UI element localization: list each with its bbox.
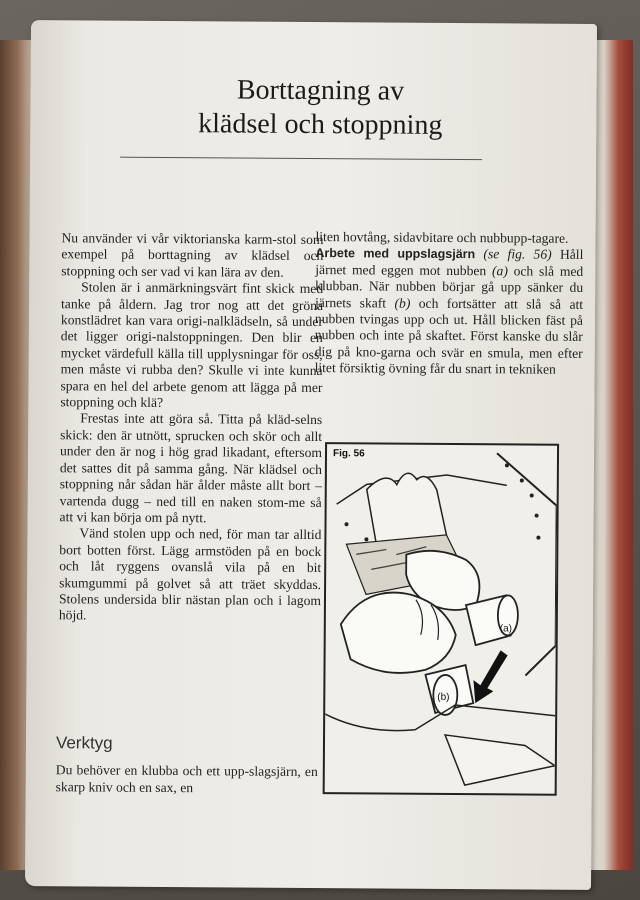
- figure-label: Fig. 56: [332, 448, 365, 460]
- right-paragraph-1: liten hovtång, sidavbitare och nubbupp-tagare.: [315, 229, 569, 246]
- figure-56: [323, 442, 559, 796]
- left-column: [59, 230, 324, 626]
- figure-reference: (se fig. 56): [483, 246, 552, 263]
- text-part-c: och fortsätter att slå så att nubben tvingas upp och ut. Håll blicken fäst på nubben och inte på skaftet. Först kanske du slår dig på kno-garna och svär en smula, men efter litet försiktig övning får du snart in tekniken: [314, 295, 584, 377]
- chair-base: [445, 735, 555, 786]
- callout-b: (b): [437, 691, 450, 703]
- text-part-a: Håll järnet med eggen mot nubben: [315, 247, 584, 279]
- chisel-b: [425, 665, 473, 715]
- text-part-b: och slå med klubban. När nubben börjar gå upp sänker du järnets skaft: [315, 263, 584, 311]
- right-paragraph-2: [315, 245, 584, 378]
- title-rule: [120, 157, 482, 161]
- label-b: (b): [394, 295, 411, 311]
- section-heading-verktyg: Verktyg: [55, 733, 113, 753]
- paragraph-1: Nu använder vi vår viktorianska karm-stol som exempel på borttagning av klädsel och stoppning och ser vad vi kan lära av den.: [61, 230, 324, 280]
- title-line-1: Borttagning av: [236, 74, 405, 107]
- subheading-uppslagsjarn: Arbete med uppslagsjärn: [315, 246, 476, 262]
- paragraph-3: Frestas inte att göra så. Titta på kläd-selns skick: den är utnött, sprucken och skör och allt under den är nog i hög grad likadant, eftersom det sattes dit på samma gång. När klädsel och stoppning når sådan här ålder måste allt bort – vartenda dugg – ned till en naken stom-me så att vi kan börja om på nytt.: [59, 410, 323, 526]
- paragraph-4: Vänd stolen upp och ned, för man tar alltid bort botten först. Lägg armstöden på en bock och låt ryggens ovanslå vila på en bit skumgummi på golvet så att träet skyddas. Stolens undersida blir nästan plan och i lagom höjd.: [58, 525, 322, 623]
- page-title: [170, 73, 470, 143]
- section-text: Du behöver en klubba och ett upp-slagsjärn, en skarp kniv och en sax, en: [55, 762, 318, 796]
- paragraph-2: Stolen är i anmärkningsvärt fint skick med tanke på åldern. Jag tror nog att det gröna konstlädret kan vara origi-nalklädseln, så under det ligger origi-nalstoppningen. Den blir en mycket värdefull källa till upplysningar för oss, men måste vi rubba den? Skulle vi inte kunna spara en hel del arbete genom att lägga på mer stoppning och klä?: [60, 279, 324, 411]
- mallet-a: [466, 595, 518, 645]
- title-line-2: klädsel och stoppning: [198, 108, 443, 141]
- figure-illustration: [325, 444, 557, 794]
- chair-frame-line: [495, 453, 557, 675]
- callout-a: (a): [499, 623, 513, 635]
- arrow-icon: [473, 650, 507, 703]
- label-a: (a): [491, 263, 508, 279]
- right-column: [315, 229, 584, 379]
- book-page: [25, 20, 597, 890]
